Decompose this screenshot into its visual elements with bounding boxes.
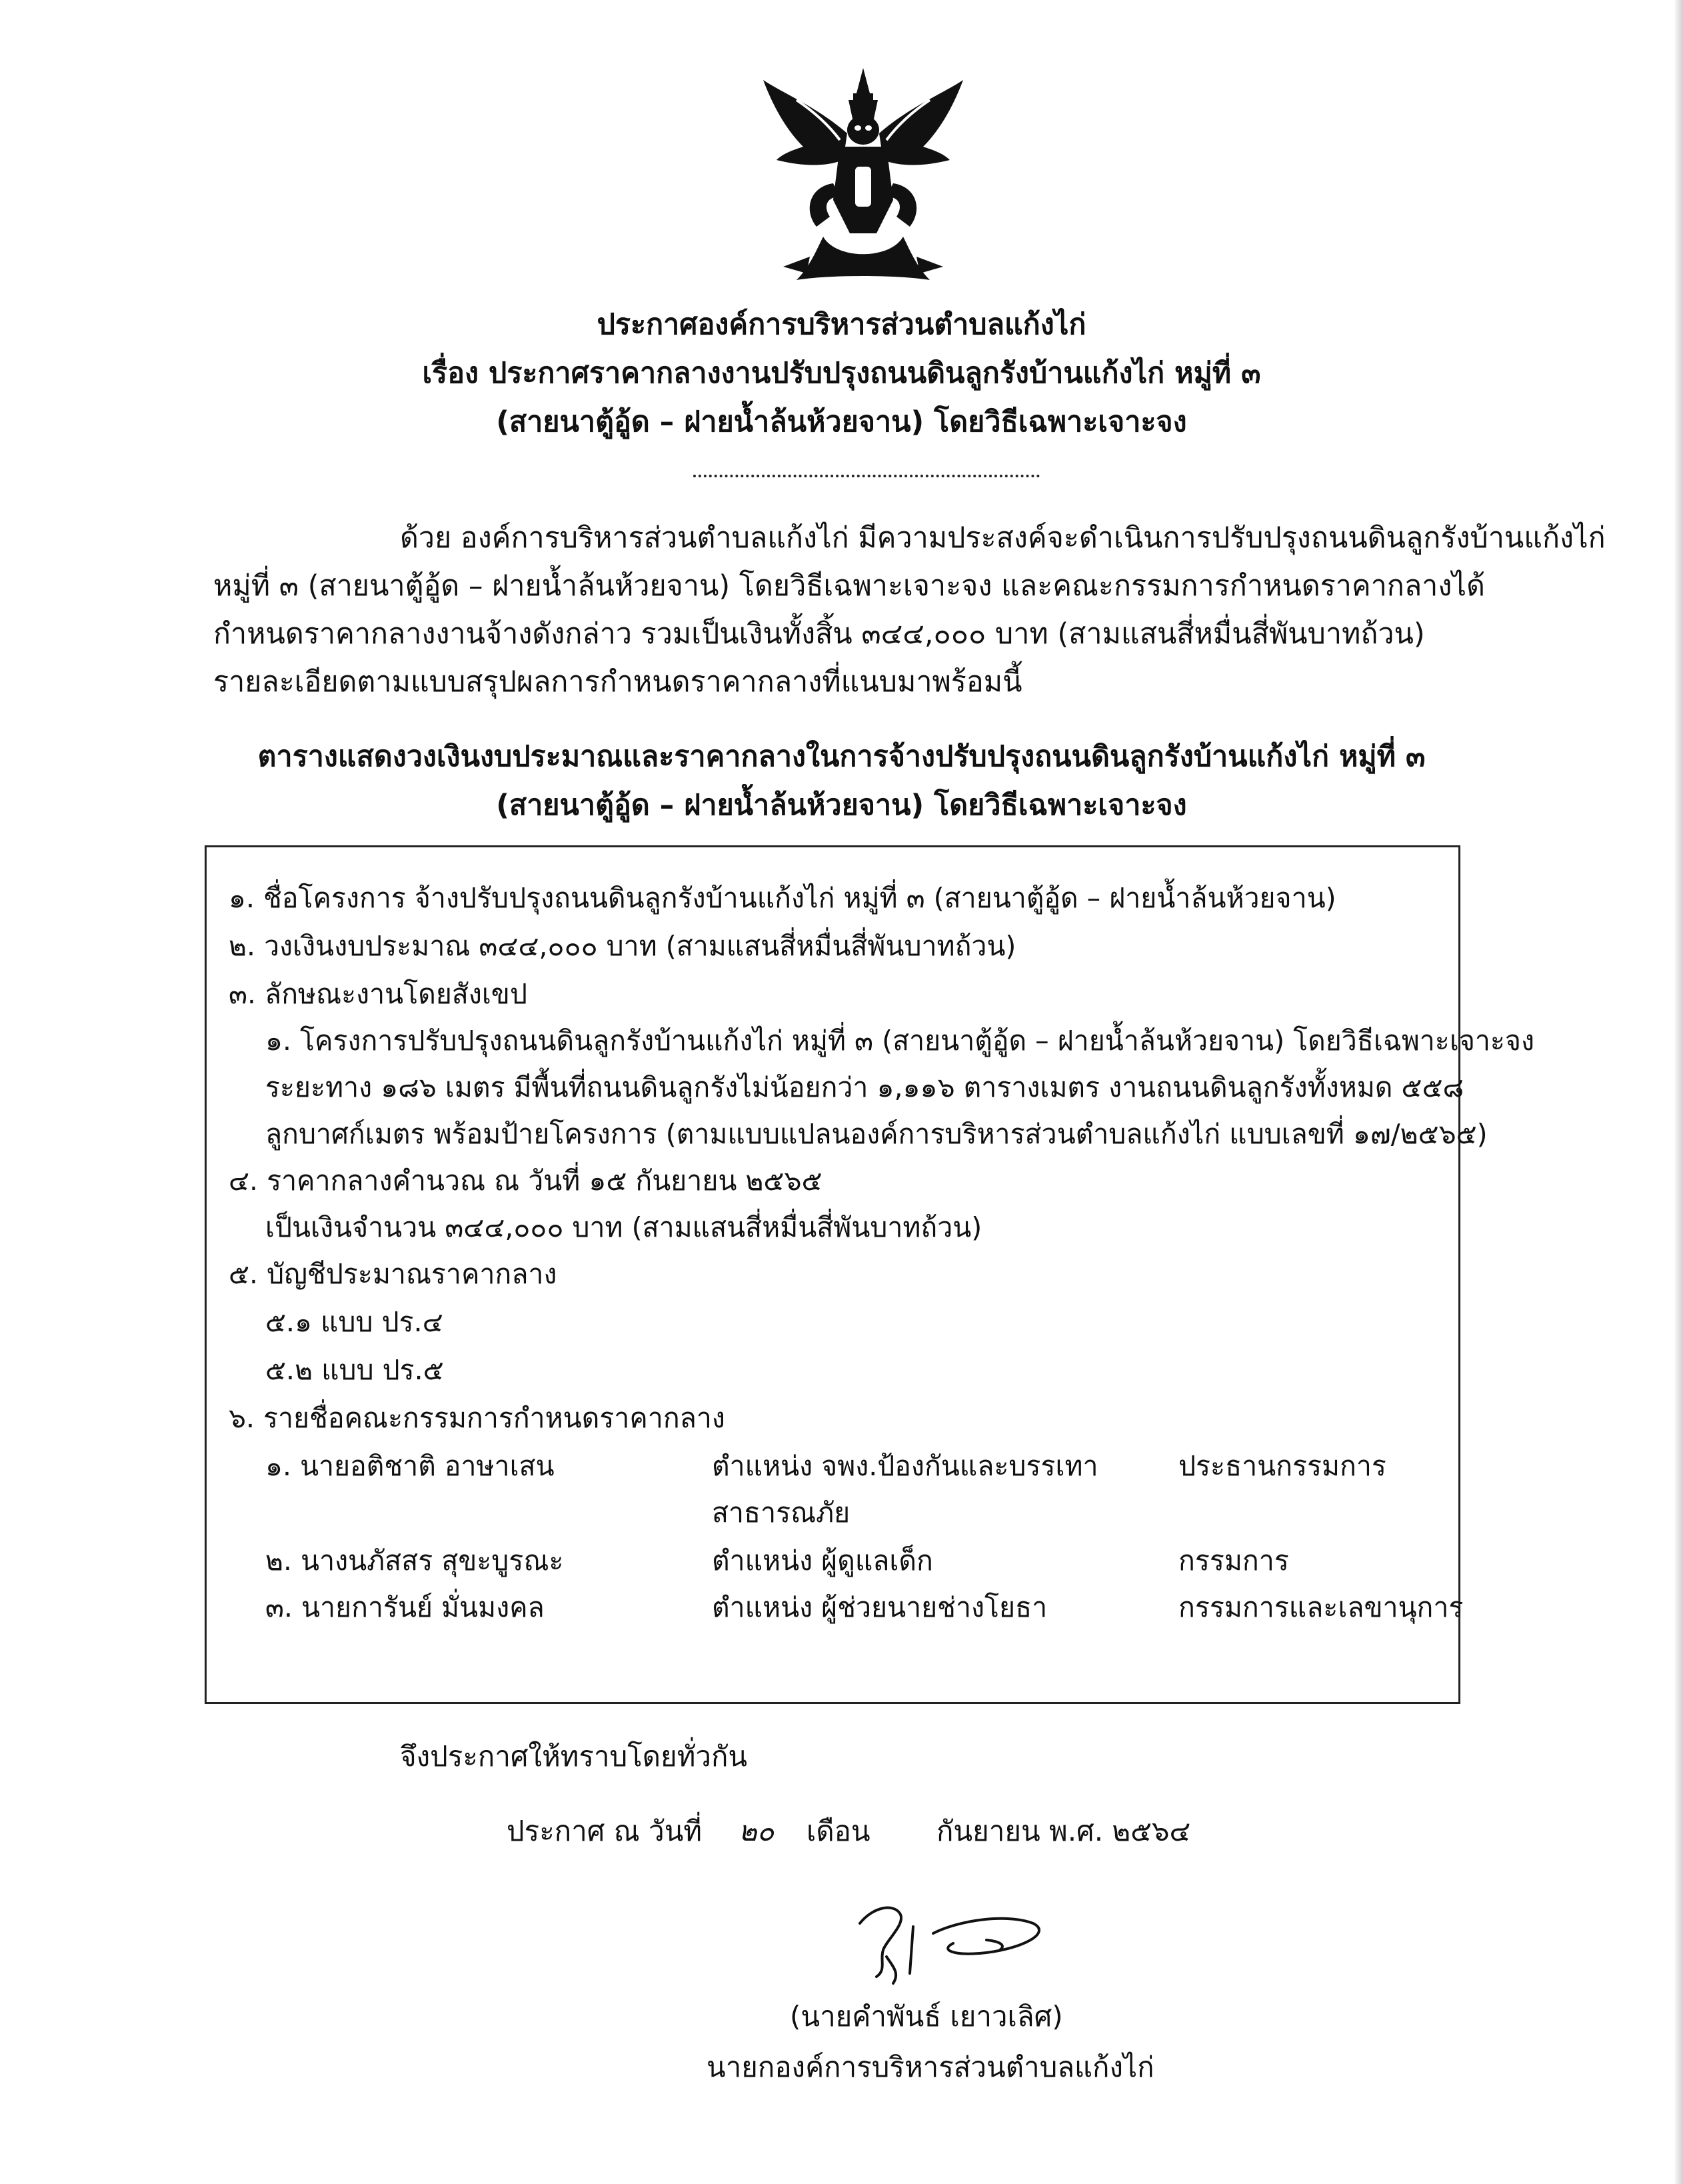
table-item-3-1a: ๑. โครงการปรับปรุงถนนดินลูกรังบ้านแก้งไก่ หมู่ที่ ๓ (สายนาตู้อู้ด – ฝายน้ำล้นห้วยจาน) โดยวิธีเฉพาะเจาะจง [265,1025,1534,1057]
table-item-4-amount: เป็นเงินจำนวน ๓๔๔,๐๐๐ บาท (สามแสนสี่หมื่นสี่พันบาทถ้วน) [265,1211,982,1243]
table-item-6: ๖. รายชื่อคณะกรรมการกำหนดราคากลาง [229,1402,725,1434]
table-item-3: ๓. ลักษณะงานโดยสังเขป [229,978,527,1010]
intro-line-4: รายละเอียดตามแบบสรุปผลการกำหนดราคากลางที่แนบมาพร้อมนี้ [213,665,1022,699]
handwritten-signature-icon [846,1893,1060,1993]
table-item-4: ๔. ราคากลางคำนวณ ณ วันที่ ๑๕ กันยายน ๒๕๖๕ [229,1165,823,1197]
committee-role: กรรมการและเลขานุการ [1178,1591,1464,1623]
table-title-line-2: (สายนาตู้อู้ด – ฝายน้ำล้นห้วยจาน) โดยวิธีเฉพาะเจาะจง [496,789,1187,822]
signatory-name: (นายคำพันธ์ เยาวเลิศ) [790,2000,1063,2033]
garuda-emblem-icon [757,67,970,290]
committee-name: ๑. นายอติชาติ อาษาเสน [265,1450,555,1482]
table-item-5-1: ๕.๑ แบบ ปร.๔ [265,1306,443,1338]
closing-date-rest: กันยายน พ.ศ. ๒๕๖๔ [936,1815,1191,1847]
announcement-title: ประกาศองค์การบริหารส่วนตำบลแก้งไก่ [597,308,1086,341]
closing-announce: จึงประกาศให้ทราบโดยทั่วกัน [400,1740,748,1773]
table-item-1: ๑. ชื่อโครงการ จ้างปรับปรุงถนนดินลูกรังบ้านแก้งไก่ หมู่ที่ ๓ (สายนาตู้อู้ด – ฝายน้ำล้นห้วยจาน) [229,882,1336,914]
announcement-subject-cont: (สายนาตู้อู้ด – ฝายน้ำล้นห้วยจาน) โดยวิธีเฉพาะเจาะจง [496,405,1187,439]
committee-position-cont: สาธารณภัย [712,1497,850,1529]
closing-date-prefix: ประกาศ ณ วันที่ [507,1815,703,1847]
closing-date-month-label: เดือน [807,1815,870,1847]
table-item-3-1c: ลูกบาศก์เมตร พร้อมป้ายโครงการ (ตามแบบแปลนองค์การบริหารส่วนตำบลแก้งไก่ แบบเลขที่ ๑๗/๒๕๖๕) [265,1118,1488,1150]
dotted-separator [693,475,1040,477]
committee-role: ประธานกรรมการ [1178,1450,1386,1482]
committee-position: ตำแหน่ง จพง.ป้องกันและบรรเทา [712,1450,1098,1482]
committee-name: ๓. นายการันย์ มั่นมงคล [265,1591,545,1623]
committee-position: ตำแหน่ง ผู้ดูแลเด็ก [712,1545,933,1577]
table-item-5: ๕. บัญชีประมาณราคากลาง [229,1258,557,1290]
intro-line-2: หมู่ที่ ๓ (สายนาตู้อู้ด – ฝายน้ำล้นห้วยจาน) โดยวิธีเฉพาะเจาะจง และคณะกรรมการกำหนดราคากลางได้ [213,569,1485,603]
budget-table [205,845,1534,1704]
committee-name: ๒. นางนภัสสร สุขะบูรณะ [265,1545,564,1577]
table-item-3-1b: ระยะทาง ๑๘๖ เมตร มีพื้นที่ถนนดินลูกรังไม่น้อยกว่า ๑,๑๑๖ ตารางเมตร งานถนนดินลูกรังทั้งหมด ๕๕๘ [265,1071,1464,1103]
signatory-title: นายกองค์การบริหารส่วนตำบลแก้งไก่ [707,2051,1154,2083]
table-item-5-2: ๕.๒ แบบ ปร.๕ [265,1354,444,1386]
table-title-line-1: ตารางแสดงวงเงินงบประมาณและราคากลางในการจ้างปรับปรุงถนนดินลูกรังบ้านแก้งไก่ หมู่ที่ ๓ [257,740,1426,773]
closing-date-day: ๒๐ [739,1815,775,1847]
announcement-subject: เรื่อง ประกาศราคากลางงานปรับปรุงถนนดินลูกรังบ้านแก้งไก่ หมู่ที่ ๓ [422,357,1261,390]
committee-position: ตำแหน่ง ผู้ช่วยนายช่างโยธา [712,1591,1048,1623]
intro-line-1: ด้วย องค์การบริหารส่วนตำบลแก้งไก่ มีความประสงค์จะดำเนินการปรับปรุงถนนดินลูกรังบ้านแก้งไก่ [400,521,1606,555]
committee-role: กรรมการ [1178,1545,1289,1577]
table-item-2: ๒. วงเงินงบประมาณ ๓๔๔,๐๐๐ บาท (สามแสนสี่หมื่นสี่พันบาทถ้วน) [229,930,1016,962]
intro-line-3: กำหนดราคากลางงานจ้างดังกล่าว รวมเป็นเงินทั้งสิ้น ๓๔๔,๐๐๐ บาท (สามแสนสี่หมื่นสี่พันบาทถ้วน) [213,617,1425,651]
